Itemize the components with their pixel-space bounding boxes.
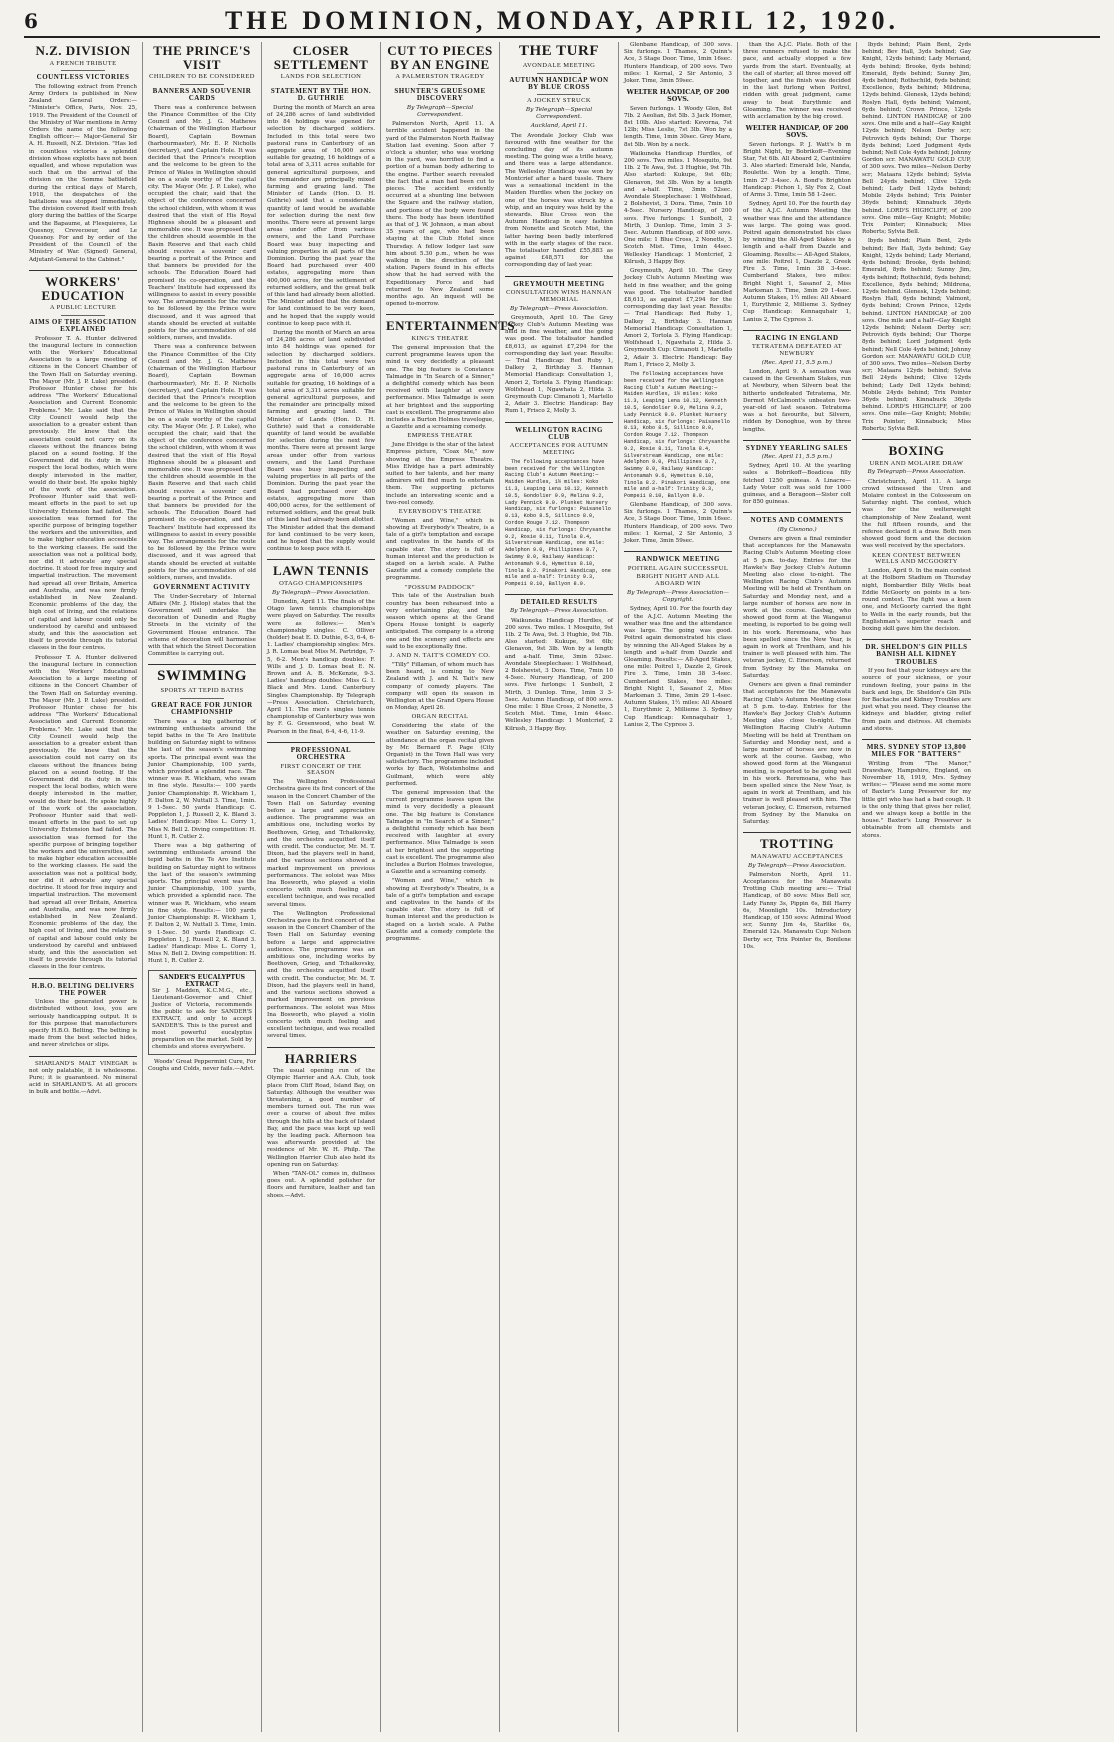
- article-everybodys: "Women and Wine," which is showing at Everybody's Theatre, is a tale of a girl's temptation and escape and captivates in the hands of its capable star. The story is full of human interest and the production is staged on a lavish scale. A Pathe Gazette and a comedy complete the programme.: [386, 517, 494, 582]
- headline-welter-randwick: WELTER HANDICAP, OF 200 SOVS.: [745, 124, 849, 140]
- deck-tepid-baths: SPORTS AT TEPID BATHS: [160, 687, 244, 695]
- column-7: [738, 42, 857, 1732]
- article-results-cont-1: Waikuneka Handicap Hurdles, of 200 sovs. Two miles. 1 Mosquito, 9st 1lb. 2 Te Awa, 9st. 3 Hughie, 9st 7lb. Also started: Kukupe, 9st 6lb; Glenavon, 9st 3lb. Won by a length and a-half. Time, 3min 52sec. Avondale Steeplechase: 1 Wolfshead, 2 Bolshevist, 3 Dora. Time, 7min 10 4-5sec. Nursery Handicap, of 200 sovs. Five furlongs: 1 Sunbolt, 2 Mirth, 3 Dunlop. Time, 1min 3 3-5sec. Autumn Handicap, of 800 sovs. One mile: 1 Blue Cross, 2 Nonette, 3 Scotch Mist. Time, 1min 44sec. Wellesley Handicap: 1 Montcrief, 2 Kilrush, 3 Happy Boy.: [624, 150, 732, 265]
- page-number: 6: [24, 9, 38, 33]
- headline-swimming: SWIMMING: [157, 668, 247, 685]
- column-1: [24, 42, 143, 1732]
- headline-orchestra: PROFESSIONAL ORCHESTRA: [290, 745, 352, 762]
- article-kings-theatre: The general impression that the current programme leaves upon the mind is very decidedly a pleasant one. The big feature is Constance Talmadge in "In Search of a Sinner," a delightful comedy which has been received with laughter at every performance. Miss Talmadge is seen at her brightest and the supporting cast is excellent. The programme also includes a Burton Holmes travelogue, a Gazette and a screaming comedy.: [386, 344, 494, 431]
- deck-shunter: SHUNTER'S GRUESOME DISCOVERY: [394, 87, 486, 103]
- article-turf: The Avondale Jockey Club was favoured with fine weather for the concluding day of its autumn meeting. The going was a trifle heavy, and there was a large attendance. The Wellesley Handicap was won by Montcrief after a hard tussle. There was a sensational incident in the Maiden Hurdles when the jockey on one of the horses was struck by a whip, and an inquiry was held by the stewards. Blue Cross won the Autumn Handicap in easy fashion from Nonette and Scotch Mist, the latter having been badly interfered with in the early stages of the race. The totalisator handled £55,883 as against £48,571 for the corresponding day of last year.: [505, 132, 613, 269]
- headline-workers-education: WORKERS' EDUCATION: [41, 273, 125, 303]
- byline-turf: By Telegraph—Special Correspondent.: [525, 107, 593, 121]
- subhead-everybodys: EVERYBODY'S THEATRE: [398, 508, 482, 515]
- deck-avondale: AVONDALE MEETING: [522, 61, 596, 69]
- headline-detailed-results: DETAILED RESULTS: [520, 598, 598, 606]
- headline-government-activity: GOVERNMENT ACTIVITY: [153, 583, 251, 592]
- deck-children: CHILDREN TO BE CONSIDERED: [149, 73, 255, 81]
- headline-cut-to-pieces: CUT TO PIECES BY AN ENGINE: [387, 43, 493, 72]
- article-greymouth: Greymouth, April 10. The Grey Jockey Club's Autumn Meeting was held in fine weather, and the going was good. The totalisator handled £8,613, as against £7,294 for the corresponding day last year. Results:— Trial Handicap: Red Ruby 1, Dalkey 2, Birthday 3. Hannan Memorial Handicap: Consultation 1, Amori 2, Tortola 3. Flying Handicap: Wolfshead 1, Ngawhata 2, Hilda 3. Greymouth Cup: Cimanoti 1, Martello 2, Adair 3. Electric Handicap: Bay Rum 1, Frisco 2, Molly 3.: [505, 314, 613, 415]
- headline-mrs-sydney: MRS. SYDNEY STOP 13,800 MILES FOR "BATTERS": [866, 742, 967, 759]
- article-cut-to-pieces: Palmerston North, April 11. A terrible accident happened in the yard of the Palmerston North Railway Station last evening. Soon after 7 o'clock a shunter, who was working in the yard, was horrified to find a portion of a human body adhering to the engine. Further search revealed the fact that a man had been cut to pieces. The accident evidently occurred at a shunting line between the Square and the railway station, and portions of the body were found there. The body has been identified as that of J. W. Johnson, a man about 35 years of age, who had been staying at the Club Hotel since Thursday. A fellow lodger last saw him about 5.30 p.m., when he was walking in the direction of the station. Papers found in his effects show that he had served with the Expeditionary Force and had returned to New Zealand some months ago. An inquest will be opened to-morrow.: [386, 121, 494, 308]
- headline-boxing: BOXING: [888, 442, 945, 458]
- article-swimming-cont: There was a big gathering of swimming enthusiasts around the tepid baths in the Te Aro Institute building on Saturday night to witness the last of the season's swimming sports. The principal event was the Junior Championship, 100 yards, which provided a splendid race. The winner was R. Wickham, who swam in fine style. Results:— 100 yards Junior Championship: R. Wickham 1, F. Dalton 2, W. Nuttall 3. Time, 1min. 9 1-5sec. 50 yards Handicap: C. Poppleton 1, J. Russell 2, K. Bland 3. Ladies' Handicap: Miss L. Corry 1, Miss N. Bell 2. Diving competition: H. Hunt 1, R. Cutler 2.: [148, 843, 256, 965]
- headline-trotting: TROTTING: [759, 836, 835, 852]
- article-lawn-tennis: Dunedin, April 11. The finals of the Otago lawn tennis championships were played on Saturday. The results were as follows:— Men's championship singles: C. Olliver (holder) beat E. D. Duthie, 6-3, 6-4, 6-1. Ladies' championship singles: Mrs. J. R. Lomas beat Miss M. Partridge, 7-5, 6-2. Men's handicap doubles: F. Wills and J. D. Lomas beat E. N. Brown and A. B. McKenzie, 9-3. Ladies' handicap doubles: Miss G. I. Black and Mrs. Lund. Canterbury Singles Championship. By Telegraph—Press Association. Christchurch, April 11. The men's singles tennis championship of Canterbury was won by F. G. Greenwood, who beat W. Pearson in the final, 6-4, 4-6, 11-9.: [267, 599, 375, 735]
- byline-results: By Telegraph—Press Association.: [509, 608, 608, 615]
- deck-aims: AIMS OF THE ASSOCIATION EXPLAINED: [29, 317, 137, 334]
- article-racing-england: London, April 9. A sensation was caused in the Greenham Stakes, run at Newbury, when Silvern beat the hitherto undefeated Tetratema, Mr. Dermot McCalmont's unbeaten two-year-old of last season. Tetratema was a hot favourite, but Silvern, ridden by Donoghue, won by three lengths.: [743, 368, 851, 433]
- list-acceptances-cont: The following acceptances have been received for the Wellington Racing Club's Autumn Meeting:— Maiden Hurdles, 1½ miles: Koko 11.3, Leaping Lena 10.12, Kenneth 10.5, Gondolier 9.9, Melina 9.2, Lady Pennick 9.0. Plunket Nursery Handicap, six furlongs: Paisanello 8.13, Kobo 8.5, Sillinco 8.0, Cordon Rouge 7.12. Thompson Handicap, six furlongs: Chrysanthe 9.2, Rosie 8.11, Tinola 8.4, Silverstream Handicap, one mile: Adelphon 9.0, Phillipines 8.7, Swimmy 8.0, Railway Handicap: Antonamah 9.6, Hymettus 8.10, Tinola 8.2. Pinakori Handicap, one mile and a-half: Trinity 9.3, Pompeii 8.10, Ballyon 8.0.: [624, 370, 733, 500]
- article-randwick: Sydney, April 10. For the fourth day of the A.J.C. Autumn Meeting the weather was fine and the attendance was large. The going was good. Poitrel again demonstrated his class by winning the All-Aged Stakes by a length and a-half from Dazzle and Gloaming. Results:— All-Aged Stakes, one mile: Poitrel 1, Dazzle 2, Greek Fire 3. Time, 1min 38 3-4sec. Cumberland Stakes, two miles: Bright Night 1, Sasanof 2, Miss Marksman 3. Time, 3min 29 1-4sec. Autumn Stakes, 1½ miles: All Aboard 1, Eurythmic 2, Millieme 3. Sydney Cup Handicap: Kennaquhair 1, Lanius 2, The Cypress 3.: [624, 606, 732, 728]
- article-closer-settlement: During the month of March an area of 24,286 acres of land subdivided into 84 holdings was opened for selection by discharged soldiers. Included in this total were two pastoral runs in Canterbury of an aggregate area of 16,000 acres suitable for grazing, 16 holdings of a total area of 3,311 acres suitable for general agricultural purposes, and the remainder are principally mixed farming and grazing land. The Minister of Lands (Hon. D. H. Guthrie) said that a considerable quantity of land would be available for selection during the next few months. There were at present large areas under offer from various owners, and the Land Purchase Board was busy inspecting and valuing properties in all parts of the Dominion. During the past year the Board had purchased over 400 estates, aggregating more than 400,000 acres, for the settlement of returned soldiers, and the great bulk of this land had already been allotted. The Minister added that the demand for land continued to be very keen, and he hoped that the supply would continue to keep pace with it.: [267, 104, 375, 327]
- newspaper-title: THE DOMINION, MONDAY, APRIL 12, 1920.: [224, 6, 900, 35]
- article-trotting-cont: lbyds behind; Plain Bent, 2yds behind; Bev Hall, 3yds behind; Gay Knight, 12yds behind; Lady Meriand, 4yds behind; Brooke, 6yds behind; Emerald, 8yds behind; Sunny Jim, 4yds behind; Rothschild, 6yds behind; Excellence, 8yds behind; Mildrena, 12yds behind. Glenesk, 12yds behind; Roslyn Hall, 6yds behind; Valmont, 6yds behind; Crown Prince, 12yds behind. LINTON HANDICAP, of 200 sovs. One mile and a half—Gay Knight 12yds behind; Nelson Derby scr; Petrovich 6yds behind; Our Thorpe 8yds behind; Lord Judgment 4yds behind; Nell Cole 4yds behind; Johnny Gordon scr. MANAWATU GOLD CUP, of 300 sovs. Two miles—Nelson Derby scr; Mataara 12yds behind; Sylvia Bell 24yds behind; Clive 12yds behind; Lady Dell 12yds behind; Mobile 24yds behind; Trix Pointer 36yds behind; Kinnabuck 36yds behind. LORD'S HIGHCLIFF, of 200 sovs. One mile—Gay Knight; Mobile; Trix Pointer; Kinnabuck; Miss Roberts; Sylvia Bell.: [862, 42, 971, 236]
- advert-dr-sheldon: If you feel that your kidneys are the source of your sickness, or your rundown feeling, your pains in the back and legs, Dr. Sheldon's Gin Pills for Backache and Kidney Troubles are just what you need. They cleanse the kidneys and bladder, giving relief from pain and distress. All chemists and stores.: [862, 668, 971, 732]
- article-boxing: Christchurch, April 11. A large crowd witnessed the Uren and Molaire contest in the Colosseum on Saturday night. The contest, which was for the welterweight championship of New Zealand, went the full fifteen rounds, and the referee declared it a draw. Both men showed good form and the decision was well received by the spectators.: [862, 478, 971, 550]
- advert-sanders-extract: [148, 970, 256, 1055]
- columns: [24, 42, 1100, 1732]
- byline-randwick: By Telegraph—Press Association—Copyright.: [627, 590, 729, 604]
- article-princes-visit: There was a conference between the Finance Committee of the City Council and Mr. J. G. Mathews (chairman of the Wellington Harbour Board), Captain Bowman (harbourmaster), Mr. E. P. Nicholls (secretary), and Captain Hole. It was decided that the Prince's reception and the welcome to be given to the Prince of Wales in Wellington should be on a scale worthy of the capital city. The Mayor (Mr. J. P. Luke), who occupied the chair, said that the object of the conference concerned the school children, with whom it was desired that the visit of His Royal Highness should be a pleasant and memorable one. It was proposed that the children should assemble in the Basin Reserve and that each child should receive a souvenir card bearing a portrait of the Prince and that banners be provided for the schools. The Education Board had promised its co-operation, and the Teachers' Institute had expressed its willingness to assist in every possible way. The arrangements for the route to be followed by the Prince were discussed, and it was agreed that stands should be erected at suitable points for the accommodation of old soldiers, nurses, and invalids.: [148, 104, 256, 342]
- headline-welter-handicap: WELTER HANDICAP, OF 200 SOVS.: [626, 88, 730, 104]
- advert-sharland: SHARLAND'S MALT VINEGAR is not only palatable, it is wholesome. Pure; it is guaranteed. No mineral acid in SHARLAND'S. At all grocers in bulk and bottle.—Advt.: [29, 1060, 137, 1096]
- headline-racing-england: RACING IN ENGLAND: [755, 333, 839, 342]
- article-possum-paddock: This tale of the Australian bush country has been rehearsed into a very entertaining play, and the season which opens at the Grand Opera House tonight is eagerly anticipated. The company is a strong one and the scenery and effects are said to be exceptionally fine.: [386, 593, 494, 650]
- advert-sanders-title: SANDER'S EUCALYPTUS EXTRACT: [159, 973, 245, 988]
- article-orchestra-cont: The Wellington Professional Orchestra gave its first concert of the season in the Concert Chamber of the Town Hall on Saturday evening before a large and appreciative audience. The programme was an ambitious one, including works by Beethoven, Grieg, and Tchaikovsky, and the orchestra acquitted itself with credit. The conductor, Mr. M. T. Dixon, had the players well in hand, and the various sections showed a marked improvement on previous performances. The soloist was Miss Ina Bosworth, who played a violin concerto with much feeling and excellent technique, and was recalled several times.: [267, 910, 375, 1040]
- article-trotting: Palmerston North, April 11. Acceptances for the Manawatu Trotting Club meeting are:— Trial Handicap, of 80 sovs: Miss Bell scr, Lady Fanny 3s, Pippin 6s, Bill Harry 6s, Moonlight 10s. Introductory Handicap, of 150 sovs: Admiral Wood scr, Sunny Jim 4s, Starlike 6s, Emerald 12s. Manawatu Cup: Nelson Derby scr, Trix Pointer 6s, Bonilene 10s.: [743, 871, 851, 950]
- article-organ-recital: Considering the state of the weather on Saturday evening, the attendance at the organ recital given by Mr. Bernard F. Page (City Organist) in the Town Hall was very satisfactory. The programme included works by Bach, Wolstenholme and Guilmant, which were ably performed.: [386, 723, 494, 787]
- headline-the-turf: THE TURF: [519, 43, 599, 59]
- subhead-kings-theatre: KING'S THEATRE: [411, 335, 469, 343]
- column-2: [143, 42, 262, 1732]
- deck-countless-victories: COUNTLESS VICTORIES: [36, 73, 130, 82]
- byline-yearling: (Rec. April 11, 5.5 p.m.): [761, 454, 833, 461]
- subhead-possum-paddock: "POSSUM PADDOCK": [404, 583, 476, 591]
- deck-autumn-handicap: AUTUMN HANDICAP WON BY BLUE CROSS: [509, 75, 609, 91]
- article-harriers: The usual opening run of the Olympic Harrier and A.A. Club, took place from Cliff Road, Island Bay, on Saturday. Although the weather was threatening, a good number of members turned out. The run was over a course of about five miles through the hills at the back of Island Bay, and the pace was kept up well by the leading pack. Afternoon tea was afterwards provided at the residence of Mr. W. H. Philp. The Wellington Harrier Club also held its opening run on Saturday.: [267, 1068, 375, 1168]
- deck-uren-molaire: UREN AND MOLAIRE DRAW: [869, 459, 964, 467]
- headline-princes-visit: THE PRINCE'S VISIT: [153, 43, 251, 72]
- deck-lands: LANDS FOR SELECTION: [280, 73, 362, 81]
- masthead: [24, 6, 1100, 38]
- deck-first-concert: FIRST CONCERT OF THE SEASON: [280, 762, 362, 777]
- article-workers-education-cont: Professor T. A. Hunter delivered the inaugural lecture in connection with the Workers' Educational Association to a large meeting of citizens in the Concert Chamber of the Town Hall on Saturday evening. The Mayor (Mr. J. P. Luke) presided. Professor Hunter chose for his address "The Workers' Educational Association and Current Economic Problems." Mr. Lake said that the City Council would help the association to a greater extent than previously. He knew that the association could not carry on its classes without the finances being placed on a sound footing. If the Government did its duty in this respect the local bodies, which were deeply interested in the matter, would do their best. He spoke highly of the work of the association. Professor Hunter said that well-meant efforts in the past to set up University Extension had failed. The association was formed for the specific purpose of bringing together the workers and the universities, and to make higher education accessible to the working classes. He said the association was not a political body, nor did it advocate any special doctrine. It stood for free inquiry and impartial instruction. The movement had spread all over Britain, America and Australia, and was now firmly established in New Zealand. Economic problems of the day, the high cost of living, and the relations of capital and labour could only be understood by careful and unbiased study, and this the association set itself to provide through its tutorial classes in the four centres.: [29, 654, 137, 971]
- byline-greymouth: By Telegraph—Press Association.: [509, 305, 608, 312]
- article-trotting-cont-2: lbyds behind; Plain Bent, 2yds behind; Bev Hall, 3yds behind; Gay Knight, 12yds behind; Lady Meriand, 4yds behind; Brooke, 6yds behind; Emerald, 8yds behind; Sunny Jim, 4yds behind; Rothschild, 6yds behind; Excellence, 8yds behind; Mildrena, 12yds behind. Glenesk, 12yds behind; Roslyn Hall, 6yds behind; Valmont, 6yds behind; Crown Prince, 12yds behind. LINTON HANDICAP, of 200 sovs. One mile and a half—Gay Knight 12yds behind; Nelson Derby scr; Petrovich 6yds behind; Our Thorpe 8yds behind; Lord Judgment 4yds behind; Nell Cole 4yds behind; Johnny Gordon scr. MANAWATU GOLD CUP, of 300 sovs. Two miles—Nelson Derby scr; Mataara 12yds behind; Sylvia Bell 24yds behind; Clive 12yds behind; Lady Dell 12yds behind; Mobile 24yds behind; Trix Pointer 36yds behind; Kinnabuck 36yds behind. LORD'S HIGHCLIFF, of 200 sovs. One mile—Gay Knight; Mobile; Trix Pointer; Kinnabuck; Miss Roberts; Sylvia Bell.: [862, 238, 971, 432]
- article-workers-education: Professor T. A. Hunter delivered the inaugural lecture in connection with the Workers' Educational Association to a large meeting of citizens in the Concert Chamber of the Town Hall on Saturday evening. The Mayor (Mr. J. P. Luke) presided. Professor Hunter chose for his address "The Workers' Educational Association and Current Economic Problems." Mr. Lake said that the City Council would help the association to a greater extent than previously. He knew that the association could not carry on its classes without the finances being placed on a sound footing. If the Government did its duty in this respect the local bodies, which were deeply interested in the matter, would do their best. He spoke highly of the work of the association. Professor Hunter said that well-meant efforts in the past to set up University Extension had failed. The association was formed for the specific purpose of bringing together the workers and the universities, and to make higher education accessible to the working classes. He said the association was not a political body, nor did it advocate any special doctrine. It stood for free inquiry and impartial instruction. The movement had spread all over Britain, America and Australia, and was now firmly established in New Zealand. Economic problems of the day, the high cost of living, and the relations of capital and labour could only be understood by careful and unbiased study, and this the association set itself to provide through its tutorial classes in the four centres.: [29, 335, 137, 652]
- deck-acceptances: ACCEPTANCES FOR AUTUMN MEETING: [509, 442, 609, 457]
- advert-woods: Woods' Great Peppermint Cure, For Coughs and Colds, never fails.—Advt.: [148, 1058, 256, 1072]
- article-swimming: There was a big gathering of swimming enthusiasts around the tepid baths in the Te Aro Institute building on Saturday night to witness the last of the season's swimming sports. The principal event was the Junior Championship, 100 yards, which provided a splendid race. The winner was R. Wickham, who swam in fine style. Results:— 100 yards Junior Championship: R. Wickham 1, F. Dalton 2, W. Nuttall 3. Time, 1min. 9 1-5sec. 50 yards Handicap: C. Poppleton 1, J. Russell 2, K. Bland 3. Ladies' Handicap: Miss L. Corry 1, Miss N. Bell 2. Diving competition: H. Hunt 1, R. Cutler 2.: [148, 718, 256, 840]
- article-randwick-cont-2: Sydney, April 10. For the fourth day of the A.J.C. Autumn Meeting the weather was fine and the attendance was large. The going was good. Poitrel again demonstrated his class by winning the All-Aged Stakes by a length and a-half from Dazzle and Gloaming. Results:— All-Aged Stakes, one mile: Poitrel 1, Dazzle 2, Greek Fire 3. Time, 1min 38 3-4sec. Cumberland Stakes, two miles: Bright Night 1, Sasanof 2, Miss Marksman 3. Time, 3min 29 1-4sec. Autumn Stakes, 1½ miles: All Aboard 1, Eurythmic 2, Millieme 3. Sydney Cup Handicap: Kennaquhair 1, Lanius 2, The Cypress 3.: [743, 201, 851, 323]
- article-orchestra: The Wellington Professional Orchestra gave its first concert of the season in the Concert Chamber of the Town Hall on Saturday evening before a large and appreciative audience. The programme was an ambitious one, including works by Beethoven, Grieg, and Tchaikovsky, and the orchestra acquitted itself with credit. The conductor, Mr. M. T. Dixon, had the players well in hand, and the various sections showed a marked improvement on previous performances. The soloist was Miss Ina Bosworth, who played a violin concerto with much feeling and excellent technique, and was recalled several times.: [267, 779, 375, 908]
- column-8: [857, 42, 976, 1732]
- headline-hbo-belting: H.B.O. BELTING DELIVERS THE POWER: [31, 981, 135, 997]
- deck-banners: BANNERS AND SOUVENIR CARDS: [152, 87, 252, 103]
- advert-sanders-body: Sir J. Madden, K.C.M.G., etc., Lieutenant-Governor and Chief Justice of Victoria, recommends the public to ask for SANDER'S EXTRACT, and only to accept SANDER'S. This is the purest and most powerful eucalyptus preparation on the market. Sold by chemists and stores everywhere.: [152, 987, 252, 1050]
- headline-dr-sheldon: DR. SHELDON'S GIN PILLS BANISH ALL KIDNEY TROUBLES: [865, 643, 968, 666]
- deck-tetratema: TETRATEMA DEFEATED AT NEWBURY: [751, 343, 843, 357]
- list-acceptances: The following acceptances have been received for the Wellington Racing Club's Autumn Meeting:— Maiden Hurdles, 1½ miles: Koko 11.3, Leaping Lena 10.12, Kenneth 10.5, Gondolier 9.9, Melina 9.2, Lady Pennick 9.0. Plunket Nursery Handicap, six furlongs: Paisanello 8.13, Kobo 8.5, Sillinco 8.0, Cordon Rouge 7.12. Thompson Handicap, six furlongs: Chrysanthe 9.2, Rosie 8.11, Tinola 8.4, Silverstream Handicap, one mile: Adelphon 9.0, Phillipines 8.7, Swimmy 8.0, Railway Handicap: Antonamah 9.6, Hymettus 8.10, Tinola 8.2. Pinakori Handicap, one mile and a-half: Trinity 9.3, Pompeii 8.10, Ballyon 8.0.: [505, 458, 614, 588]
- deck-french-tribute: A FRENCH TRIBUTE: [49, 59, 117, 67]
- headline-yearling-sales: SYDNEY YEARLING SALES: [745, 443, 849, 452]
- byline-england: (Rec. April 11, 5.5 p.m.): [761, 359, 833, 366]
- article-government-activity: The Under-Secretary of Internal Affairs (Mr. J. Hislop) states that the Government will undertake the decoration of Dunedin and Rugby Streets in the vicinity of the Government House entrance. The scheme of decoration will harmonise with that which the Street Decoration Committee is carrying out.: [148, 593, 256, 658]
- article-randwick-cont: than the A.J.C. Plate. Both of the three runners refused to make the pace, and actually stopped a few yards from the start. Eventually, at the call of starter, all three moved off together, and the finish was decided in the last furlong when Poitrel, ridden with great judgment, came away to beat Eurythmic and Gloaming. The winner was received with acclamation by the big crowd.: [743, 42, 851, 121]
- headline-nz-division: N.Z. DIVISION: [35, 43, 131, 58]
- column-5: [500, 42, 619, 1732]
- article-princes-visit-cont: There was a conference between the Finance Committee of the City Council and Mr. J. G. Mathews (chairman of the Wellington Harbour Board), Captain Bowman (harbourmaster), Mr. E. P. Nicholls (secretary), and Captain Hole. It was decided that the Prince's reception and the welcome to be given to the Prince of Wales in Wellington should be on a scale worthy of the capital city. The Mayor (Mr. J. P. Luke), who occupied the chair, said that the object of the conference concerned the school children, with whom it was desired that the visit of His Royal Highness should be a pleasant and memorable one. It was proposed that the children should assemble in the Basin Reserve and that each child should receive a souvenir card bearing a portrait of the Prince and that banners be provided for the schools. The Education Board had promised its co-operation, and the Teachers' Institute had expressed its willingness to assist in every possible way. The arrangements for the route to be followed by the Prince were discussed, and it was agreed that stands should be erected at suitable points for the accommodation of old soldiers, nurses, and invalids.: [148, 344, 256, 581]
- article-welter-handicap: Seven furlongs. 1 Woody Glen, 8st 7lb. 2 Aeolian, 8st 5lb. 3 Jack Homer, 8st 10lb. Also started: Kevorna, 7st 12lb; Miss Leslie, 7st 3lb. Won by a length. Time, 1min 30sec. Grey Mare, 8st 5lb. Won by a neck.: [624, 105, 732, 148]
- advert-tan-ol: When "TAN-OL" comes in, dullness goes out. A splendid polisher for floors and furniture, leather and tan shoes.—Advt.: [267, 1171, 375, 1199]
- deck-statement: STATEMENT BY THE HON. D. GUTHRIE: [270, 87, 372, 103]
- column-3: [262, 42, 381, 1732]
- headline-notes-comments: NOTES AND COMMENTS: [750, 516, 844, 525]
- article-organ-recital-cont: The general impression that the current programme leaves upon the mind is very decidedly a pleasant one. The big feature is Constance Talmadge in "In Search of a Sinner," a delightful comedy which has been received with laughter at every performance. Miss Talmadge is seen at her brightest and the supporting cast is excellent. The programme also includes a Burton Holmes travelogue, a Gazette and a screaming comedy.: [386, 789, 494, 876]
- article-tait: "Tilly" Fillaman, of whom much has been heard, is coming to New Zealand with J. and N. Tait's new company of comedy players. The company will open its season in Wellington at the Grand Opera House on Monday, April 26.: [386, 661, 494, 712]
- column-4: [381, 42, 516, 1732]
- article-hbo: Unless the generated power is distributed without loss, you are seriously handicapping output. It is for this purpose that manufacturers specify H.B.O. Belting. The belting is made from the best selected hides, and never stretches or slips.: [29, 999, 137, 1049]
- dateline-turf: Auckland, April 11.: [530, 123, 588, 130]
- headline-greymouth: GREYMOUTH MEETING: [513, 279, 605, 288]
- deck-jockey-struck: A JOCKEY STRUCK: [527, 97, 591, 105]
- deck-consultation: CONSULTATION WINS HANNAN MEMORIAL: [506, 288, 612, 303]
- article-notes-comments: Owners are given a final reminder that acceptances for the Manawatu Racing Club's Autumn Meeting close at 5 p.m. to-day. Entries for the Hawke's Bay Jockey Club's Autumn Meeting also close to-night. The Wellington Racing Club's Autumn Meeting will be held at Trentham on Saturday and Monday next, and a large number of horses are now in work at the course. Gasbag, who showed good form at the Wanganui meeting, is reported to be going well in his work. Reremoana, who has been spelled since the New Year, is again in work at Trentham, and his trainer is well pleased with him. The veteran jockey, C. Emerson, returned from Sydney by the Manuka on Saturday.: [743, 536, 851, 679]
- column-6: [619, 42, 738, 1732]
- deck-manawatu: MANAWATU ACCEPTANCES: [750, 852, 844, 860]
- byline-boxing: By Telegraph—Press Association.: [867, 469, 966, 476]
- headline-keen-contest: KEEN CONTEST BETWEEN WELLS AND MCGOORTY: [872, 551, 961, 566]
- deck-palmerston: A PALMERSTON TRAGEDY: [395, 73, 485, 81]
- byline-tennis: By Telegraph—Press Association.: [271, 589, 370, 596]
- byline-notes: (By Cisnono.): [777, 526, 817, 533]
- headline-lawn-tennis: LAWN TENNIS: [273, 563, 369, 579]
- deck-otago: OTAGO CHAMPIONSHIPS: [279, 580, 363, 588]
- deck-bright-night: BRIGHT NIGHT AND ALL ABOARD WIN: [636, 573, 720, 588]
- article-closer-settlement-cont: During the month of March an area of 24,286 acres of land subdivided into 84 holdings was opened for selection by discharged soldiers. Included in this total were two pastoral runs in Canterbury of an aggregate area of 16,000 acres suitable for grazing, 16 holdings of a total area of 3,311 acres suitable for general agricultural purposes, and the remainder are principally mixed farming and grazing land. The Minister of Lands (Hon. D. H. Guthrie) said that a considerable quantity of land would be available for selection during the next few months. There were at present large areas under offer from various owners, and the Land Purchase Board was busy inspecting and valuing properties in all parts of the Dominion. During the past year the Board had purchased over 400 estates, aggregating more than 400,000 acres, for the settlement of returned soldiers, and the great bulk of this land had already been allotted. The Minister added that the demand for land continued to be very keen, and he hoped that the supply would continue to keep pace with it.: [267, 330, 375, 553]
- article-results-cont-3: Glenbane Handicap, of 300 sovs. Six furlongs. 1 Thames, 2 Quinn's Ace, 3 Stage Door. Time, 1min 16sec. Hunters Handicap, of 200 sovs. Two miles: 1 Kernal, 2 Sir Antonio, 3 Joker. Time, 3min 59sec.: [624, 502, 732, 545]
- advert-mrs-sydney: Writing from "The Manor," Drawshaw, Hampshire, England, on November 18, 1919, Mrs. Sydney writes:— "Please send me some more of Baxter's Lung Preserver for my little girl who has had a bad cough. It is the only thing that gives her relief, and we always keep a bottle in the house." Baxter's Lung Preserver is obtainable from all chemists and stores.: [862, 760, 971, 839]
- deck-poitrel: POITREL AGAIN SUCCESSFUL: [627, 564, 729, 572]
- article-keen-contest: London, April 9. In the main contest at the Holborn Stadium on Thursday night, Bombardier Billy Wells beat Eddie McGoorty on points in a ten-round contest. The fight was a keen one, and McGoorty carried the fight to Wells in the early rounds, but the Englishman's superior reach and boxing skill gave him the decision.: [862, 568, 971, 632]
- headline-wellington-racing: WELLINGTON RACING CLUB: [515, 425, 603, 441]
- article-notes-comments-cont: Owners are given a final reminder that acceptances for the Manawatu Racing Club's Autumn Meeting close at 5 p.m. to-day. Entries for the Hawke's Bay Jockey Club's Autumn Meeting also close to-night. The Wellington Racing Club's Autumn Meeting will be held at Trentham on Saturday and Monday next, and a large number of horses are now in work at the course. Gasbag, who showed good form at the Wanganui meeting, is reported to be going well in his work. Reremoana, who has been spelled since the New Year, is again in work at Trentham, and his trainer is well pleased with him. The veteran jockey, C. Emerson, returned from Sydney by the Manuka on Saturday.: [743, 682, 851, 825]
- article-nz-division: The following extract from French Army Orders is published in New Zealand General Orders:— "Minister's Office, Paris, Nov. 25, 1919. The President of the Council of the Ministry of War mentions in Army Orders the name of the following English officer:— Major-General Sir A. H. Russell, N.Z. Division. "Has led in countless victories a splendid division whose exploits have not been equalled, and whose reputation was such that on the arrival of the division on the Somme battlefield during the critical days of March, 1918, the despatches of the battalions was stopped immediately. The division covered itself with fresh glory during the battles of the Scarpe and the Bapaume, at Flesquieres, Le Quesnoy, Crevecoeur, and Le Quesnoy. For and by order of the President of the Council of the Ministry of War. (Signed) General, Adjutant-General to the Cabinet.": [29, 83, 137, 263]
- headline-harriers: HARRIERS: [284, 1050, 358, 1066]
- byline-trotting: By Telegraph—Press Association.: [747, 862, 846, 869]
- subhead-tait: J. AND N. TAIT'S COMEDY CO.: [389, 652, 491, 660]
- article-more-results: Glenbane Handicap, of 300 sovs. Six furlongs. 1 Thames, 2 Quinn's Ace, 3 Stage Door. Time, 1min 16sec. Hunters Handicap, of 200 sovs. Two miles: 1 Kernal, 2 Sir Antonio, 3 Joker. Time, 3min 59sec.: [624, 42, 732, 85]
- article-yearling-sales: Sydney, April 10. At the yearling sales a Bobrikoff—Boadicea filly fetched 1250 guineas. A Linacre—Lady Voter colt was sold for 1000 guineas, and a Beragoon—Sister colt for 850 guineas.: [743, 463, 851, 506]
- article-entertainments-cont: "Women and Wine," which is showing at Everybody's Theatre, is a tale of a girl's temptation and escape and captivates in the hands of its capable star. The story is full of human interest and the production is staged on a lavish scale. A Pathe Gazette and a comedy complete the programme.: [386, 878, 494, 943]
- deck-public-lecture: A PUBLIC LECTURE: [49, 304, 117, 312]
- article-welter-randwick: Seven furlongs. P. J. Watt's b m Bright Night, by Bobrikoff—Evening Star, 7st 6lb. All Aboard 2, Cantinière 3. Also started: Emerald Isle, Nanda, Roulette. Won by a length. Time, 1min 27 3-4sec. A. Bond's Brighton Handicap: Pichon 1, Sly Fox 2, Coat of Arms 3. Time, 1min 58 1-2sec.: [743, 141, 851, 199]
- article-empress: June Elvidge is the star of the latest Empress picture, "Coax Me," now showing at the Empress Theatre. Miss Elvidge has a part admirably suited to her talents, and her many admirers will find much to entertain them. The supporting pictures include an interesting scenic and a two-reel comedy.: [386, 442, 494, 506]
- headline-randwick: RANDWICK MEETING: [635, 555, 721, 564]
- headline-entertainments: ENTERTAINMENTS: [386, 318, 516, 334]
- byline-palmerston: By Telegraph—Special Correspondent.: [406, 104, 474, 118]
- article-results-cont-2: Greymouth, April 10. The Grey Jockey Club's Autumn Meeting was held in fine weather, and the going was good. The totalisator handled £8,613, as against £7,294 for the corresponding day last year. Results:— Trial Handicap: Red Ruby 1, Dalkey 2, Birthday 3. Hannan Memorial Handicap: Consultation 1, Amori 2, Tortola 3. Flying Handicap: Wolfshead 1, Ngawhata 2, Hilda 3. Greymouth Cup: Cimanoti 1, Martello 2, Adair 3. Electric Handicap: Bay Rum 1, Frisco 2, Molly 3.: [624, 268, 732, 368]
- deck-junior-championship: GREAT RACE FOR JUNIOR CHAMPIONSHIP: [151, 700, 253, 717]
- subhead-empress: EMPRESS THEATRE: [407, 432, 473, 440]
- headline-closer-settlement: CLOSER SETTLEMENT: [273, 43, 369, 72]
- article-detailed-results: Waikuneka Handicap Hurdles, of 200 sovs. Two miles. 1 Mosquito, 9st 1lb. 2 Te Awa, 9st. 3 Hughie, 9st 7lb. Also started: Kukupe, 9st 6lb; Glenavon, 9st 3lb. Won by a length and a-half. Time, 3min 52sec. Avondale Steeplechase: 1 Wolfshead, 2 Bolshevist, 3 Dora. Time, 7min 10 4-5sec. Nursery Handicap, of 200 sovs. Five furlongs: 1 Sunbolt, 2 Mirth, 3 Dunlop. Time, 1min 3 3-5sec. Autumn Handicap, of 800 sovs. One mile: 1 Blue Cross, 2 Nonette, 3 Scotch Mist. Time, 1min 44sec. Wellesley Handicap: 1 Montcrief, 2 Kilrush, 3 Happy Boy.: [505, 617, 613, 732]
- subhead-organ-recital: ORGAN RECITAL: [411, 713, 469, 721]
